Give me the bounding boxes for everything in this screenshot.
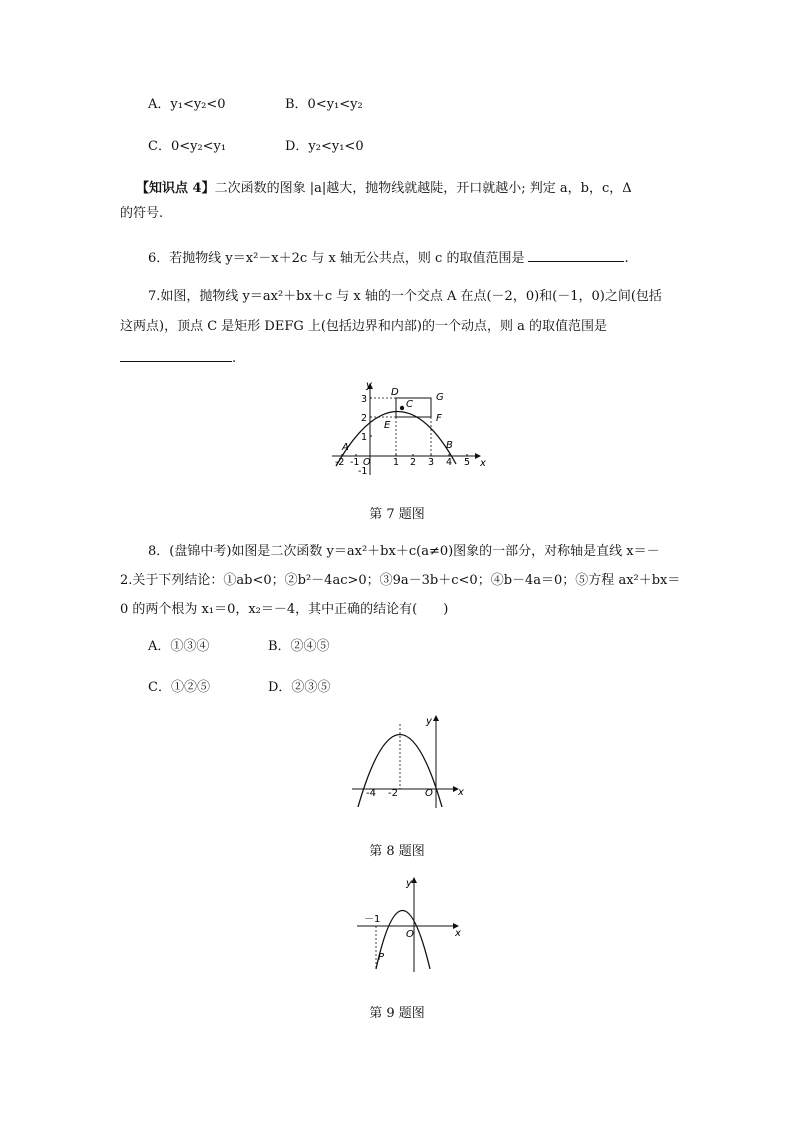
q8-option-d: D．②③⑤	[268, 680, 331, 695]
q8-option-a: A．①③④	[148, 639, 210, 654]
q8-option-c: C．①②⑤	[148, 680, 210, 695]
fig7-tick-5: 5	[464, 457, 471, 468]
q7-line1: 7.如图，抛物线 y＝ax²＋bx＋c 与 x 轴的一个交点 A 在点(－2，0)和(－1，0)之间(包括	[148, 289, 662, 304]
figure-7	[330, 378, 495, 478]
question-6	[148, 247, 629, 268]
fig7-point-c: C	[406, 399, 413, 410]
fig8-x-label: x	[458, 787, 464, 798]
q8-line1: 8．(盘锦中考)如图是二次函数 y＝ax²＋bx＋c(a≠0)图象的一部分，对称轴是直线 x＝－	[148, 544, 660, 559]
fig7-point-e: E	[384, 420, 391, 431]
figure-9	[354, 874, 469, 974]
fig9-parabola	[376, 911, 430, 970]
fig7-y-label: y	[366, 380, 372, 391]
fig7-origin: O	[363, 457, 371, 468]
knowledge-point-line1	[136, 180, 632, 198]
q5-option-d: D．y₂<y₁<0	[285, 139, 364, 154]
q6-end: .	[624, 251, 629, 266]
knowledge-tag: 【知识点 4】	[136, 181, 215, 196]
fig7-tick-1: 1	[393, 457, 400, 468]
fig8-origin: O	[425, 788, 433, 799]
fig9-y-label: y	[406, 878, 412, 889]
q7-line2: 这两点)，顶点 C 是矩形 DEFG 上(包括边界和内部)的一个动点，则 a 的取值范围是	[120, 319, 608, 334]
fig7-point-g: G	[436, 392, 444, 403]
fig9-tick-neg1: －1	[364, 914, 381, 925]
q8-option-b: B．②④⑤	[268, 639, 330, 654]
q5-option-c: C．0<y₂<y₁	[148, 139, 227, 154]
fig7-tick-3: 3	[428, 457, 435, 468]
q5-option-b: B．0<y₁<y₂	[285, 97, 363, 112]
figure-7-caption: 第 7 题图	[369, 507, 425, 522]
fig8-y-label: y	[426, 716, 432, 727]
fig7-tick-4: 4	[446, 457, 453, 468]
fig7-x-label: x	[480, 458, 486, 469]
q7-end: .	[232, 351, 237, 366]
fig8-tick-neg2: -2	[388, 788, 398, 799]
figure-9-caption: 第 9 题图	[369, 1006, 425, 1021]
fig7-tick-y3: 3	[361, 394, 368, 405]
q8-line3: 0 的两个根为 x₁＝0，x₂＝－4，其中正确的结论有( )	[120, 602, 449, 617]
fig7-point-a: A	[342, 442, 349, 453]
q6-answer-blank[interactable]	[528, 247, 624, 262]
fig9-point-p: P	[378, 952, 385, 963]
knowledge-text: 二次函数的图象 |a|越大，抛物线就越陡，开口就越小; 判定 a，b，c，Δ	[214, 181, 632, 196]
fig7-point-f: F	[436, 413, 442, 424]
q7-line3	[120, 347, 236, 368]
fig7-tick-y1: 1	[361, 432, 368, 443]
knowledge-point-line2: 的符号.	[120, 206, 164, 221]
q5-option-a: A．y₁<y₂<0	[148, 97, 226, 112]
fig7-point-d: D	[391, 387, 399, 398]
q7-answer-blank[interactable]	[120, 347, 232, 362]
fig7-tick-neg1: -1	[350, 457, 360, 468]
q8-line2: 2.关于下列结论：①ab<0；②b²－4ac>0；③9a－3b＋c<0；④b－4a＝0；⑤方程 ax²＋bx＝	[120, 573, 681, 588]
figure-8	[350, 712, 470, 812]
fig9-origin: O	[406, 929, 414, 940]
fig7-tick-yneg1: -1	[358, 466, 368, 477]
fig7-tick-neg2: -2	[335, 457, 345, 468]
fig7-point-b: B	[446, 440, 453, 451]
fig7-tick-y2: 2	[361, 413, 368, 424]
figure-8-caption: 第 8 题图	[369, 844, 425, 859]
fig9-x-label: x	[455, 928, 461, 939]
fig7-tick-2: 2	[410, 457, 417, 468]
q6-text: 6．若抛物线 y＝x²－x＋2c 与 x 轴无公共点，则 c 的取值范围是	[148, 251, 525, 266]
fig7-vertex-point	[400, 406, 404, 410]
fig8-tick-neg4: -4	[366, 788, 376, 799]
